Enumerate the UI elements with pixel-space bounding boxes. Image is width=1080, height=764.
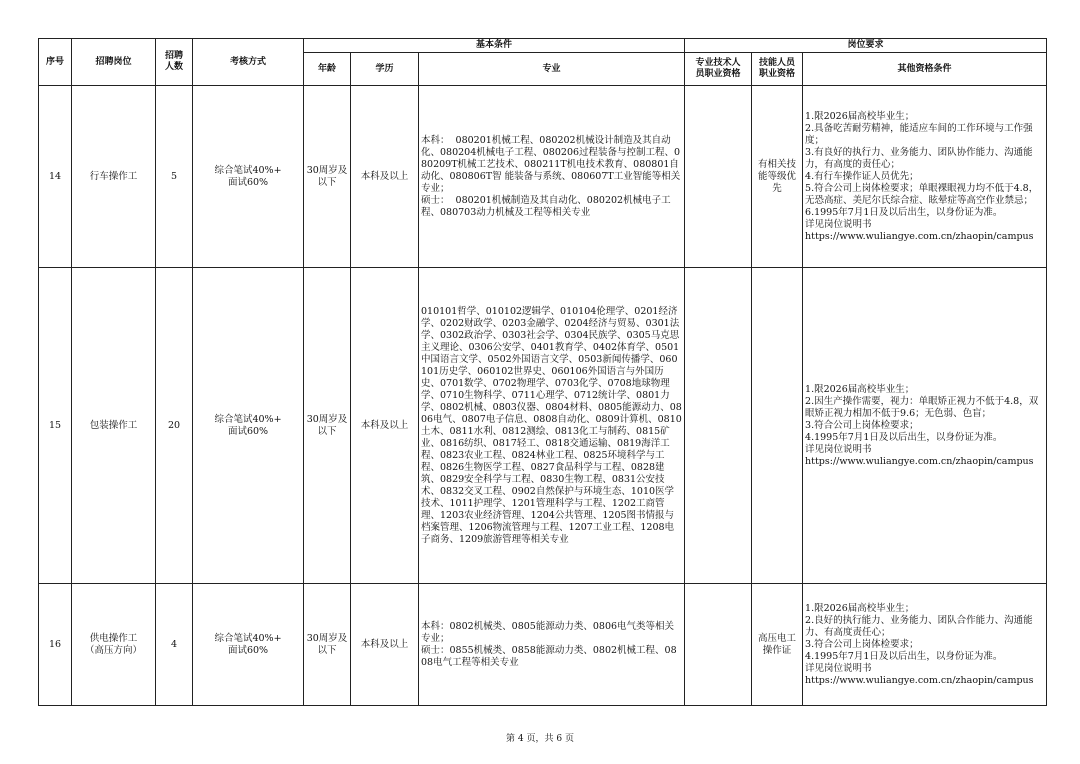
header-major: 专业 [419,53,685,86]
header-education: 学历 [351,53,419,86]
row-count: 20 [156,268,193,584]
row-education: 本科及以上 [351,268,419,584]
row-assessment: 综合笔试40%+ 面试60% [193,86,304,268]
header-basic-conditions: 基本条件 [304,39,685,53]
row-other: 1.限2026届高校毕业生； 2.因生产操作需要，视力：单眼矫正视力不低于4.8，双眼矫正视力相加不低于9.6；无色弱、色盲； 3.符合公司上岗体检要求； 4.1995年7月1日及以后出生，以身份证为准。 详见岗位说明书 https://www.wuliangye.com.cn/zhaopin/campus [803,268,1047,584]
row-prof-tech [685,584,752,706]
table-row [39,268,1047,584]
row-skill: 高压电工 操作证 [752,584,803,706]
row-major: 本科： 080201机械工程、080202机械设计制造及其自动化、080204机械电子工程、080206过程装备与控制工程、080209T机械工艺技术、080211T机电技术教育、080801自动化、080806T智 能装备与系统、080607T工业智能等相关专业； 硕士： 080201机械制造及其自动化、080202机械电子工程、080703动力机械及工程等相关专业 [419,86,685,268]
row-education: 本科及以上 [351,86,419,268]
recruitment-table [38,38,1047,706]
row-position: 行车操作工 [72,86,156,268]
row-education: 本科及以上 [351,584,419,706]
row-position: 包装操作工 [72,268,156,584]
row-major: 010101哲学、010102逻辑学、010104伦理学、0201经济学、0202财政学、0203金融学、0204经济与贸易、0301法学、0302政治学、0303社会学、0304民族学、0305马克思主义理论、0306公安学、0401教育学、0402体育学、0501中国语言文学、0502外国语言文学、0503新闻传播学、060101历史学、060102世界史、060106外国语言与外国历史、0701数学、0702物理学、0703化学、0708地球物理学、0710生物科学、0711心理学、0712统计学、0801力学、0802机械、0803仪器、0804材料、0805能源动力、0806电气、0807电子信息、0808自动化、0809计算机、0810土木、0811水利、0812测绘、0813化工与制药、0815矿业、0816纺织、0817轻工、0818交通运输、0819海洋工程、0823农业工程、0824林业工程、0825环境科学与工程、0826生物医学工程、0827食品科学与工程、0828建筑、0829安全科学与工程、0830生物工程、0831公安技术、0832交叉工程、0902自然保护与环境生态、1010医学技术、1011护理学、1201管理科学与工程、1202工商管理、1203农业经济管理、1204公共管理、1205图书情报与档案管理、1206物流管理与工程、1207工业工程、1208电子商务、1209旅游管理等相关专业 [419,268,685,584]
header-age: 年龄 [304,53,351,86]
row-count: 4 [156,584,193,706]
header-assessment: 考核方式 [193,39,304,86]
table-row [39,584,1047,706]
row-count: 5 [156,86,193,268]
row-major: 本科：0802机械类、0805能源动力类、0806电气类等相关专业； 硕士：0855机械类、0858能源动力类、0802机械工程、0808电气工程等相关专业 [419,584,685,706]
table-row [39,86,1047,268]
row-position: 供电操作工 （高压方向） [72,584,156,706]
row-assessment: 综合笔试40%+ 面试60% [193,584,304,706]
header-job-requirements: 岗位要求 [685,39,1047,53]
row-skill [752,268,803,584]
row-age: 30周岁及 以下 [304,584,351,706]
header-row-1 [39,39,1047,53]
row-other: 1.限2026届高校毕业生； 2.良好的执行能力、业务能力、团队合作能力、沟通能力、有高度责任心； 3.符合公司上岗体检要求； 4.1995年7月1日及以后出生，以身份证为准。 详见岗位说明书 https://www.wuliangye.com.cn/zhaopin/campus [803,584,1047,706]
header-other-conditions: 其他资格条件 [803,53,1047,86]
header-position: 招聘岗位 [72,39,156,86]
header-prof-tech-qualification: 专业技术人 员职业资格 [685,53,752,86]
page-footer: 第 4 页，共 6 页 [506,734,574,744]
header-seq: 序号 [39,39,72,86]
header-count: 招聘 人数 [156,39,193,86]
row-seq: 16 [39,584,72,706]
row-age: 30周岁及 以下 [304,268,351,584]
row-prof-tech [685,86,752,268]
row-seq: 14 [39,86,72,268]
row-skill: 有相关技 能等级优 先 [752,86,803,268]
row-assessment: 综合笔试40%+ 面试60% [193,268,304,584]
header-skill-qualification: 技能人员 职业资格 [752,53,803,86]
row-prof-tech [685,268,752,584]
row-other: 1.限2026届高校毕业生； 2.具备吃苦耐劳精神，能适应车间的工作环境与工作强度； 3.有良好的执行力、业务能力、团队协作能力、沟通能力，有高度的责任心； 4.有行车操作证人员优先； 5.符合公司上岗体检要求；单眼裸眼视力均不低于4.8，无恐高症、美尼尔氏综合症、眩晕症等高空作业禁忌； 6.1995年7月1日及以后出生，以身份证为准。 详见岗位说明书 https://www.wuliangye.com.cn/zhaopin/campus [803,86,1047,268]
row-seq: 15 [39,268,72,584]
row-age: 30周岁及 以下 [304,86,351,268]
